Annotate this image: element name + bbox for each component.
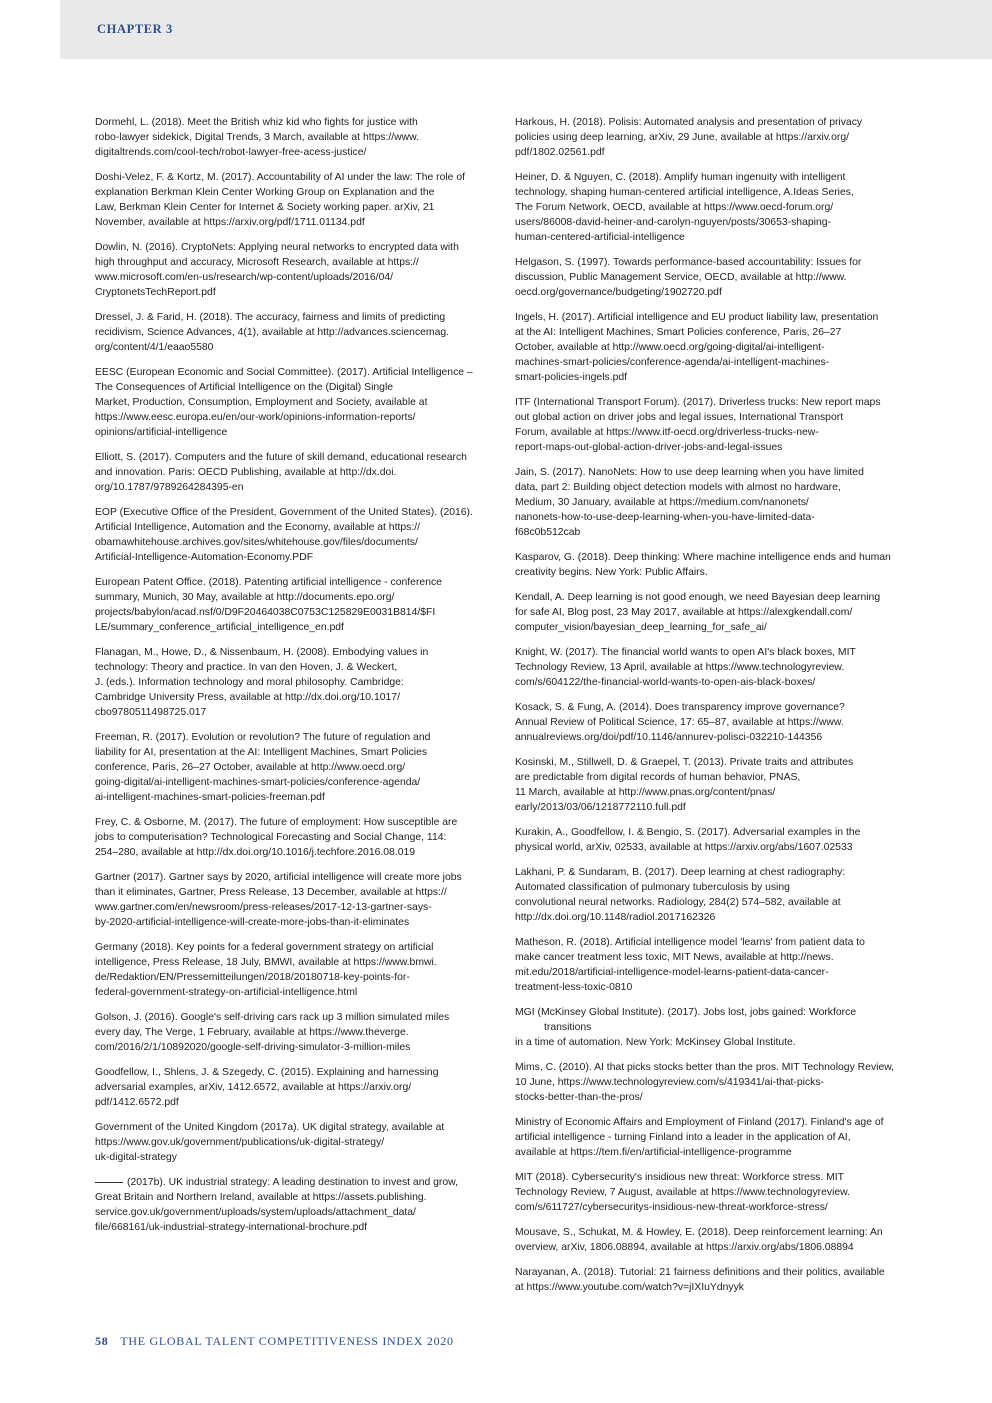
reference-line: EESC (European Economic and Social Committee). (2017). Artificial Intelligence – bbox=[95, 367, 473, 378]
reference-line: https://www.gov.uk/government/publications/uk-digital-strategy/ bbox=[95, 1137, 385, 1148]
reference-line: http://dx.doi.org/10.1148/radiol.2017162326 bbox=[515, 912, 716, 923]
reference-line: (2017b). UK industrial strategy: A leading destination to invest and grow, bbox=[127, 1177, 458, 1188]
reference-line: data, part 2: Building object detection models with almost no hardware, bbox=[515, 482, 841, 493]
reference-entry bbox=[515, 865, 895, 925]
reference-line: federal-government-strategy-on-artificial-intelligence.html bbox=[95, 987, 358, 998]
reference-entry bbox=[515, 465, 895, 540]
reference-line: discussion, Public Management Service, OECD, available at http://www. bbox=[515, 272, 847, 283]
reference-entry bbox=[95, 1010, 480, 1055]
reference-line: computer_vision/bayesian_deep_learning_for_safe_ai/ bbox=[515, 622, 767, 633]
reference-line: pdf/1412.6572.pdf bbox=[95, 1097, 179, 1108]
reference-entry bbox=[95, 645, 480, 720]
reference-line: human-centered-artificial-intelligence bbox=[515, 232, 685, 243]
reference-line: Matheson, R. (2018). Artificial intelligence model 'learns' from patient data to bbox=[515, 937, 865, 948]
reference-line: liability for AI, presentation at the AI: Intelligent Machines, Smart Policies bbox=[95, 747, 428, 758]
reference-line: and innovation. Paris: OECD Publishing, available at http://dx.doi. bbox=[95, 467, 397, 478]
reference-line: nanonets-how-to-use-deep-learning-when-you-have-limited-data- bbox=[515, 512, 815, 523]
reference-line: going-digital/ai-intelligent-machines-smart-policies/conference-agenda/ bbox=[95, 777, 421, 788]
reference-line: Gartner (2017). Gartner says by 2020, artificial intelligence will create more jobs bbox=[95, 872, 462, 883]
reference-line: recidivism, Science Advances, 4(1), available at http://advances.sciencemag. bbox=[95, 327, 450, 338]
reference-entry bbox=[95, 730, 480, 805]
reference-line: Dressel, J. & Farid, H. (2018). The accuracy, fairness and limits of predicting bbox=[95, 312, 446, 323]
reference-entry bbox=[515, 1225, 895, 1255]
reference-line: than it eliminates, Gartner, Press Release, 13 December, available at https:// bbox=[95, 887, 447, 898]
reference-line: early/2013/03/06/1218772110.full.pdf bbox=[515, 802, 686, 813]
reference-line: Government of the United Kingdom (2017a). UK digital strategy, available at bbox=[95, 1122, 445, 1133]
reference-line: technology, shaping human-centered artificial intelligence, A.Ideas Series, bbox=[515, 187, 854, 198]
reference-entry bbox=[515, 1060, 895, 1105]
reference-entry bbox=[515, 935, 895, 995]
reference-line: de/Redaktion/EN/Pressemitteilungen/2018/20180718-key-points-for- bbox=[95, 972, 410, 983]
reference-entry bbox=[95, 575, 480, 635]
reference-line: jobs to computerisation? Technological Forecasting and Social Change, 114: bbox=[95, 832, 447, 843]
reference-line: report-maps-out-global-action-driver-jobs-and-legal-issues bbox=[515, 442, 783, 453]
reference-entry bbox=[95, 505, 480, 565]
reference-line: treatment-less-toxic-0810 bbox=[515, 982, 633, 993]
references-right-column bbox=[515, 115, 895, 1305]
reference-line: by-2020-artificial-intelligence-will-create-more-jobs-than-it-eliminates bbox=[95, 917, 410, 928]
reference-entry bbox=[515, 1170, 895, 1215]
reference-line: Kurakin, A., Goodfellow, I. & Bengio, S. (2017). Adversarial examples in the bbox=[515, 827, 861, 838]
reference-line: summary, Munich, 30 May, available at http://documents.epo.org/ bbox=[95, 592, 395, 603]
reference-line: are predictable from digital records of human behavior, PNAS, bbox=[515, 772, 801, 783]
reference-line: EOP (Executive Office of the President, Government of the United States). (2016). bbox=[95, 507, 473, 518]
reference-line: at https://www.youtube.com/watch?v=jIXIuYdnyyk bbox=[515, 1282, 744, 1293]
reference-line: com/2016/2/1/10892020/google-self-driving-simulator-3-million-miles bbox=[95, 1042, 411, 1053]
reference-line: Artificial-Intelligence-Automation-Economy.PDF bbox=[95, 552, 314, 563]
reference-line: opinions/artificial-intelligence bbox=[95, 427, 228, 438]
reference-entry bbox=[515, 1115, 895, 1160]
page-number: 58 bbox=[95, 1334, 109, 1348]
reference-line: Market, Production, Consumption, Employment and Society, available at bbox=[95, 397, 428, 408]
reference-line: org/10.1787/9789264284395-en bbox=[95, 482, 244, 493]
reference-line: conference, Paris, 26–27 October, available at http://www.oecd.org/ bbox=[95, 762, 406, 773]
reference-line: Medium, 30 January, available at https://medium.com/nanonets/ bbox=[515, 497, 809, 508]
reference-line: available at https://tem.fi/en/artificial-intelligence-programme bbox=[515, 1147, 792, 1158]
reference-line: artificial intelligence - turning Finland into a leader in the application of AI, bbox=[515, 1132, 851, 1143]
reference-line: make cancer treatment less toxic, MIT News, available at http://news. bbox=[515, 952, 834, 963]
reference-line: Law, Berkman Klein Center for Internet & Society working paper. arXiv, 21 bbox=[95, 202, 435, 213]
reference-line: high throughput and accuracy, Microsoft Research, available at https:// bbox=[95, 257, 419, 268]
reference-line: Narayanan, A. (2018). Tutorial: 21 fairness definitions and their politics, available bbox=[515, 1267, 885, 1278]
chapter-label: CHAPTER 3 bbox=[97, 22, 173, 36]
reference-line: Mousave, S., Schukat, M. & Howley, E. (2018). Deep reinforcement learning: An bbox=[515, 1227, 883, 1238]
reference-line: Kosack, S. & Fung, A. (2014). Does transparency improve governance? bbox=[515, 702, 845, 713]
reference-line: com/s/611727/cybersecuritys-insidious-new-threat-workforce-stress/ bbox=[515, 1202, 828, 1213]
reference-line: uk-digital-strategy bbox=[95, 1152, 178, 1163]
reference-line: physical world, arXiv, 02533, available at https://arxiv.org/abs/1607.02533 bbox=[515, 842, 853, 853]
reference-line: digitaltrends.com/cool-tech/robot-lawyer-free-acess-justice/ bbox=[95, 147, 367, 158]
reference-line: Flanagan, M., Howe, D., & Nissenbaum, H. (2008). Embodying values in bbox=[95, 647, 429, 658]
reference-entry bbox=[515, 755, 895, 815]
reference-entry bbox=[515, 115, 895, 160]
reference-line: intelligence, Press Release, 18 July, BMWI, available at https://www.bmwi. bbox=[95, 957, 437, 968]
reference-line: MIT (2018). Cybersecurity's insidious new threat: Workforce stress. MIT bbox=[515, 1172, 845, 1183]
ditto-dash bbox=[95, 1182, 123, 1183]
reference-line: every day, The Verge, 1 February, available at https://www.theverge. bbox=[95, 1027, 409, 1038]
reference-line: Doshi-Velez, F. & Kortz, M. (2017). Accountability of AI under the law: The role of bbox=[95, 172, 466, 183]
reference-line: technology: Theory and practice. In van den Hoven, J. & Weckert, bbox=[95, 662, 398, 673]
reference-entry bbox=[515, 310, 895, 385]
reference-line: Freeman, R. (2017). Evolution or revolution? The future of regulation and bbox=[95, 732, 431, 743]
reference-line: robo-lawyer sidekick, Digital Trends, 3 March, available at https://www. bbox=[95, 132, 419, 143]
reference-line: explanation Berkman Klein Center Working Group on Explanation and the bbox=[95, 187, 435, 198]
reference-line: mit.edu/2018/artificial-intelligence-model-learns-patient-data-cancer- bbox=[515, 967, 829, 978]
reference-entry bbox=[95, 240, 480, 300]
reference-line: projects/babylon/acad.nsf/0/D9F20464038C0753C125829E0031B814/$FI bbox=[95, 607, 436, 618]
reference-line: Cambridge University Press, available at http://dx.doi.org/10.1017/ bbox=[95, 692, 400, 703]
reference-line: in a time of automation. New York: McKinsey Global Institute. bbox=[515, 1037, 796, 1048]
reference-entry bbox=[515, 700, 895, 745]
reference-line: J. (eds.). Information technology and moral philosophy. Cambridge: bbox=[95, 677, 404, 688]
reference-line: service.gov.uk/government/uploads/system/uploads/attachment_data/ bbox=[95, 1207, 416, 1218]
reference-line: Forum, available at https://www.itf-oecd.org/driverless-trucks-new- bbox=[515, 427, 819, 438]
reference-line: Ingels, H. (2017). Artificial intelligence and EU product liability law, presentation bbox=[515, 312, 879, 323]
reference-line: adversarial examples, arXiv, 1412.6572, available at https://arxiv.org/ bbox=[95, 1082, 412, 1093]
reference-line: Dowlin, N. (2016). CryptoNets: Applying neural networks to encrypted data with bbox=[95, 242, 459, 253]
reference-line: Jain, S. (2017). NanoNets: How to use deep learning when you have limited bbox=[515, 467, 864, 478]
reference-entry bbox=[95, 115, 480, 160]
reference-line: policies using deep learning, arXiv, 29 June, available at https://arxiv.org/ bbox=[515, 132, 850, 143]
page-footer bbox=[95, 1334, 454, 1349]
reference-line: www.gartner.com/en/newsroom/press-releases/2017-12-13-gartner-says- bbox=[95, 902, 432, 913]
reference-line: f68c0b512cab bbox=[515, 527, 581, 538]
reference-entry bbox=[515, 1265, 895, 1295]
reference-line: Mims, C. (2010). AI that picks stocks better than the pros. MIT Technology Review, bbox=[515, 1062, 895, 1073]
reference-line: Kendall, A. Deep learning is not good enough, we need Bayesian deep learning bbox=[515, 592, 881, 603]
reference-line: 254–280, available at http://dx.doi.org/10.1016/j.techfore.2016.08.019 bbox=[95, 847, 416, 858]
reference-entry bbox=[95, 450, 480, 495]
reference-line: The Consequences of Artificial Intelligence on the (Digital) Single bbox=[95, 382, 394, 393]
reference-entry bbox=[95, 870, 480, 930]
reference-line: 10 June, https://www.technologyreview.com/s/419341/ai-that-picks- bbox=[515, 1077, 824, 1088]
reference-line: stocks-better-than-the-pros/ bbox=[515, 1092, 643, 1103]
references-left-column bbox=[95, 115, 480, 1245]
reference-entry bbox=[515, 825, 895, 855]
reference-line: Dormehl, L. (2018). Meet the British whiz kid who fights for justice with bbox=[95, 117, 418, 128]
reference-line: Lakhani, P. & Sundaram, B. (2017). Deep learning at chest radiography: bbox=[515, 867, 846, 878]
reference-line: annualreviews.org/doi/pdf/10.1146/annurev-polisci-032210-144356 bbox=[515, 732, 823, 743]
reference-line: https://www.eesc.europa.eu/en/our-work/opinions-information-reports/ bbox=[95, 412, 416, 423]
reference-line: for safe AI, Blog post, 23 May 2017, available at https://alexgkendall.com/ bbox=[515, 607, 853, 618]
reference-line: Great Britain and Northern Ireland, available at https://assets.publishing. bbox=[95, 1192, 427, 1203]
reference-line: Goodfellow, I., Shlens, J. & Szegedy, C. (2015). Explaining and harnessing bbox=[95, 1067, 439, 1078]
reference-line: Helgason, S. (1997). Towards performance-based accountability: Issues for bbox=[515, 257, 862, 268]
reference-line: Ministry of Economic Affairs and Employment of Finland (2017). Finland's age of bbox=[515, 1117, 884, 1128]
reference-line: Annual Review of Political Science, 17: 65–87, available at https://www. bbox=[515, 717, 844, 728]
reference-line: convolutional neural networks. Radiology, 284(2) 574–582, available at bbox=[515, 897, 841, 908]
reference-line: November, available at https://arxiv.org/pdf/1711.01134.pdf bbox=[95, 217, 365, 228]
reference-line: pdf/1802.02561.pdf bbox=[515, 147, 605, 158]
reference-line: Harkous, H. (2018). Polisis: Automated analysis and presentation of privacy bbox=[515, 117, 863, 128]
reference-line: 11 March, available at http://www.pnas.org/content/pnas/ bbox=[515, 787, 776, 798]
reference-entry bbox=[515, 255, 895, 300]
reference-entry bbox=[95, 170, 480, 230]
reference-entry bbox=[515, 645, 895, 690]
reference-line: MGI (McKinsey Global Institute). (2017). Jobs lost, jobs gained: Workforce transitions bbox=[515, 1007, 857, 1033]
reference-entry bbox=[515, 170, 895, 245]
reference-line: out global action on driver jobs and legal issues, International Transport bbox=[515, 412, 844, 423]
reference-entry bbox=[515, 590, 895, 635]
reference-line: org/content/4/1/eaao5580 bbox=[95, 342, 214, 353]
reference-line: oecd.org/governance/budgeting/1902720.pdf bbox=[515, 287, 722, 298]
reference-entry bbox=[515, 1005, 895, 1050]
reference-line: users/86008-david-heiner-and-carolyn-nguyen/posts/30653-shaping- bbox=[515, 217, 831, 228]
reference-line: Technology Review, 7 August, available at https://www.technologyreview. bbox=[515, 1187, 850, 1198]
reference-line: The Forum Network, OECD, available at https://www.oecd-forum.org/ bbox=[515, 202, 834, 213]
reference-line: European Patent Office. (2018). Patenting artificial intelligence - conference bbox=[95, 577, 442, 588]
reference-line: machines-smart-policies/conference-agenda/ai-intelligent-machines- bbox=[515, 357, 830, 368]
reference-line: Golson, J. (2016). Google's self-driving cars rack up 3 million simulated miles bbox=[95, 1012, 450, 1023]
reference-line: Knight, W. (2017). The financial world wants to open AI's black boxes, MIT bbox=[515, 647, 856, 658]
reference-entry bbox=[95, 815, 480, 860]
reference-line: CryptonetsTechReport.pdf bbox=[95, 287, 216, 298]
reference-line: file/668161/uk-industrial-strategy-international-brochure.pdf bbox=[95, 1222, 368, 1233]
reference-line: Elliott, S. (2017). Computers and the future of skill demand, educational research bbox=[95, 452, 467, 463]
reference-line: LE/summary_conference_artificial_intelligence_en.pdf bbox=[95, 622, 344, 633]
reference-line: Kasparov, G. (2018). Deep thinking: Where machine intelligence ends and human bbox=[515, 552, 891, 563]
reference-line: ai-intelligent-machines-smart-policies-freeman.pdf bbox=[95, 792, 325, 803]
reference-entry bbox=[95, 1120, 480, 1165]
reference-line: smart-policies-ingels.pdf bbox=[515, 372, 628, 383]
reference-line: cbo9780511498725.017 bbox=[95, 707, 207, 718]
reference-line: Germany (2018). Key points for a federal government strategy on artificial bbox=[95, 942, 434, 953]
publication-title: THE GLOBAL TALENT COMPETITIVENESS INDEX 2020 bbox=[120, 1334, 454, 1348]
reference-line: Heiner, D. & Nguyen, C. (2018). Amplify human ingenuity with intelligent bbox=[515, 172, 846, 183]
reference-entry bbox=[515, 395, 895, 455]
reference-line: Artificial Intelligence, Automation and the Economy, available at https:// bbox=[95, 522, 420, 533]
reference-entry bbox=[95, 1065, 480, 1110]
reference-line: com/s/604122/the-financial-world-wants-to-open-ais-black-boxes/ bbox=[515, 677, 816, 688]
reference-line: at the AI: Intelligent Machines, Smart Policies conference, Paris, 26–27 bbox=[515, 327, 842, 338]
reference-line: www.microsoft.com/en-us/research/wp-content/uploads/2016/04/ bbox=[95, 272, 394, 283]
reference-line: Frey, C. & Osborne, M. (2017). The future of employment: How susceptible are bbox=[95, 817, 458, 828]
reference-line: obamawhitehouse.archives.gov/sites/whitehouse.gov/files/documents/ bbox=[95, 537, 418, 548]
reference-entry bbox=[95, 1175, 480, 1235]
reference-line: Kosinski, M., Stillwell, D. & Graepel, T. (2013). Private traits and attributes bbox=[515, 757, 854, 768]
reference-entry bbox=[95, 940, 480, 1000]
reference-line: creativity begins. New York: Public Affairs. bbox=[515, 567, 708, 578]
reference-entry bbox=[95, 310, 480, 355]
reference-entry bbox=[95, 365, 480, 440]
reference-line: ITF (International Transport Forum). (2017). Driverless trucks: New report maps bbox=[515, 397, 881, 408]
reference-line: October, available at http://www.oecd.org/going-digital/ai-intelligent- bbox=[515, 342, 825, 353]
reference-line: Technology Review, 13 April, available at https://www.technologyreview. bbox=[515, 662, 845, 673]
reference-line: overview, arXiv, 1806.08894, available at https://arxiv.org/abs/1806.08894 bbox=[515, 1242, 854, 1253]
chapter-header bbox=[60, 0, 992, 59]
reference-line: Automated classification of pulmonary tuberculosis by using bbox=[515, 882, 790, 893]
reference-entry bbox=[515, 550, 895, 580]
